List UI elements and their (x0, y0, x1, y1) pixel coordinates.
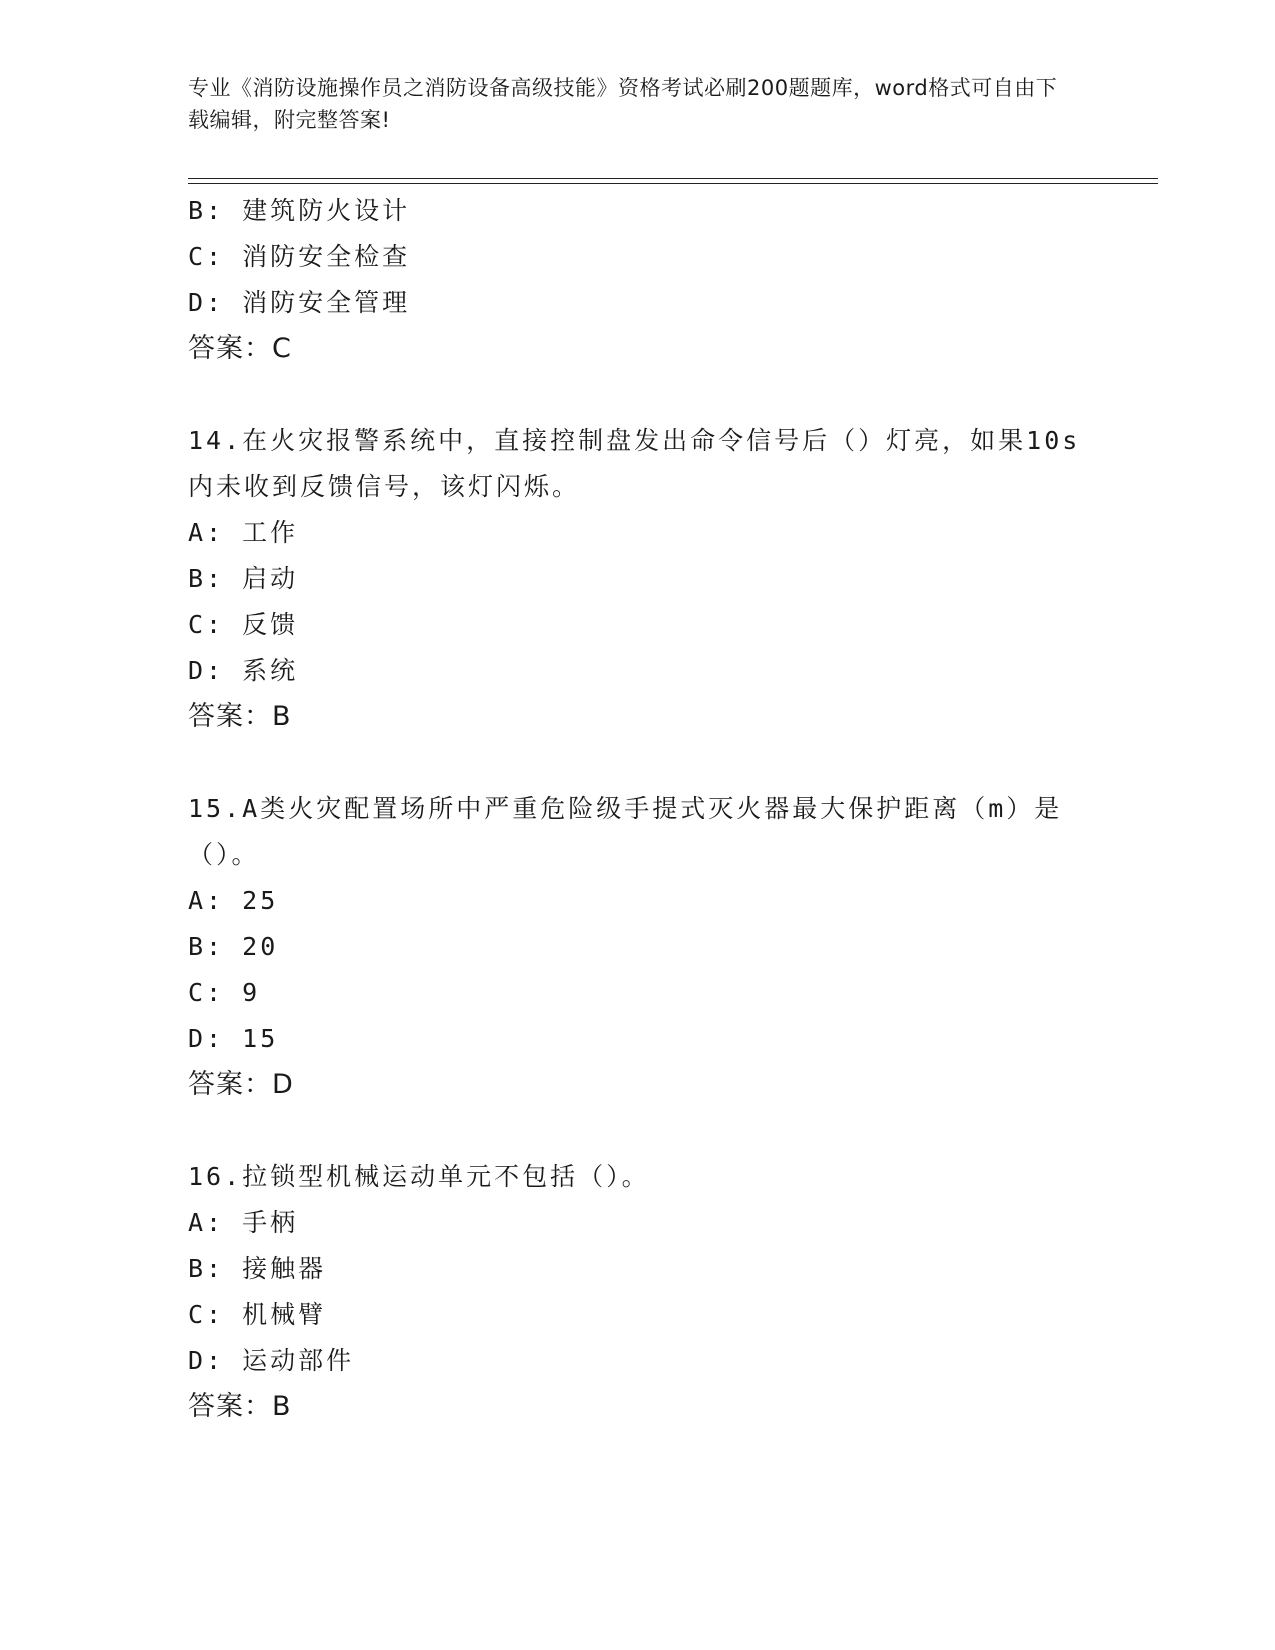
question-text: 16.拉锁型机械运动单元不包括（）。 (188, 1162, 650, 1191)
header-divider-bottom (188, 183, 1158, 184)
question-list (188, 188, 1088, 1430)
answer-line: 答案：B (188, 701, 292, 732)
question-13-tail (188, 188, 1088, 372)
option-a: A: 25 (188, 886, 279, 915)
option-b: B: 启动 (188, 564, 299, 593)
option-d: D: 系统 (188, 656, 299, 685)
answer-line: 答案：D (188, 1069, 294, 1100)
option-c: C: 9 (188, 978, 261, 1007)
option-a: A: 手柄 (188, 1208, 299, 1237)
option-b: B: 建筑防火设计 (188, 196, 411, 225)
option-d: D: 15 (188, 1024, 279, 1053)
option-c: C: 机械臂 (188, 1300, 327, 1329)
question-16 (188, 1154, 1088, 1430)
question-15 (188, 786, 1088, 1108)
option-c: C: 反馈 (188, 610, 299, 639)
option-c: C: 消防安全检查 (188, 242, 411, 271)
option-d: D: 消防安全管理 (188, 288, 411, 317)
option-b: B: 20 (188, 932, 279, 961)
option-b: B: 接触器 (188, 1254, 327, 1283)
header-divider-top (188, 178, 1158, 179)
option-a: A: 工作 (188, 518, 299, 547)
question-text: 15.A类火灾配置场所中严重危险级手提式灭火器最大保护距离（m）是（）。 (188, 794, 1063, 869)
question-text: 14.在火灾报警系统中，直接控制盘发出命令信号后（）灯亮，如果10s内未收到反馈信号，该灯闪烁。 (188, 426, 1081, 501)
question-14 (188, 418, 1088, 740)
option-d: D: 运动部件 (188, 1346, 355, 1375)
answer-line: 答案：B (188, 1391, 292, 1422)
spacer (188, 1108, 1088, 1154)
spacer (188, 740, 1088, 786)
spacer (188, 372, 1088, 418)
document-header: 专业《消防设施操作员之消防设备高级技能》资格考试必刷200题题库，word格式可自由下载编辑，附完整答案! (188, 76, 1058, 132)
answer-line: 答案：C (188, 333, 292, 364)
